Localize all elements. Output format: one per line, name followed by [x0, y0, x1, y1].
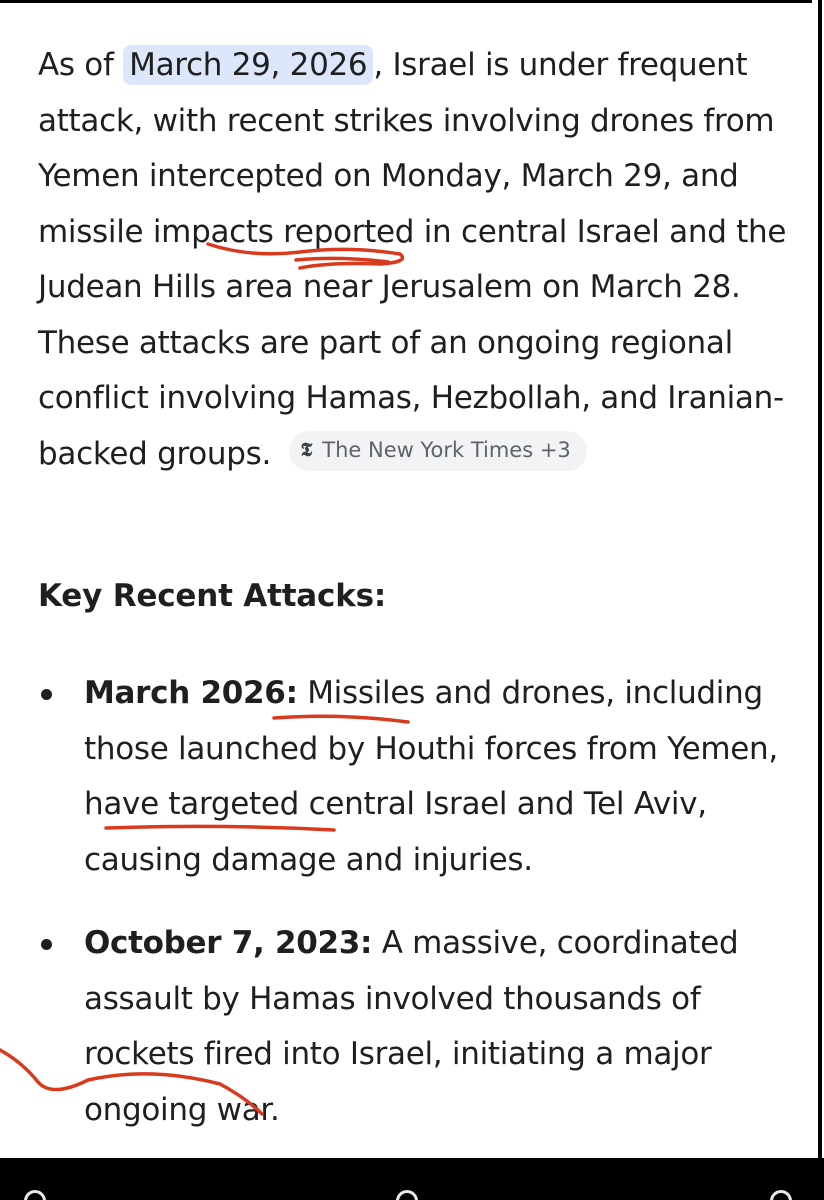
source-label: The New York Times +3: [322, 438, 571, 463]
nav-circle-icon[interactable]: [24, 1190, 46, 1200]
nav-circle-icon[interactable]: [396, 1190, 418, 1200]
list-item-text: [84, 916, 794, 1138]
top-divider: [0, 0, 812, 3]
system-navigation-bar: [0, 1158, 824, 1200]
attack-date: March 2026:: [84, 675, 298, 711]
answer-paragraph: [38, 38, 798, 482]
attack-description: Missiles and drones, including those launched by Houthi forces from Yemen, have targeted central Israel and Tel Aviv, causing damage and injuries.: [84, 675, 778, 878]
nav-circle-icon[interactable]: [770, 1190, 792, 1200]
bullet-icon: [41, 689, 52, 700]
list-item-text: [84, 666, 794, 888]
date-highlight[interactable]: March 29, 2026: [123, 45, 373, 85]
source-chip[interactable]: [289, 431, 587, 471]
attack-date: October 7, 2023:: [84, 925, 373, 961]
section-heading: Key Recent Attacks:: [38, 578, 387, 614]
right-divider: [818, 0, 822, 1158]
bullet-icon: [41, 939, 52, 950]
new-york-times-icon: 𝕿: [300, 439, 313, 462]
answer-body: , Israel is under frequent attack, with recent strikes involving drones from Yemen intercepted on Monday, March 29, and missile impacts reported in central Israel and the Judean Hills area near Jerusalem on March 28. These attacks are part of an ongoing regional conflict involving Hamas, Hezbollah, and Iranian-backed groups.: [38, 47, 787, 472]
attack-description: A massive, coordinated assault by Hamas involved thousands of rockets fired into Israel, initiating a major ongoing war.: [84, 925, 739, 1128]
intro-prefix: As of: [38, 47, 114, 83]
